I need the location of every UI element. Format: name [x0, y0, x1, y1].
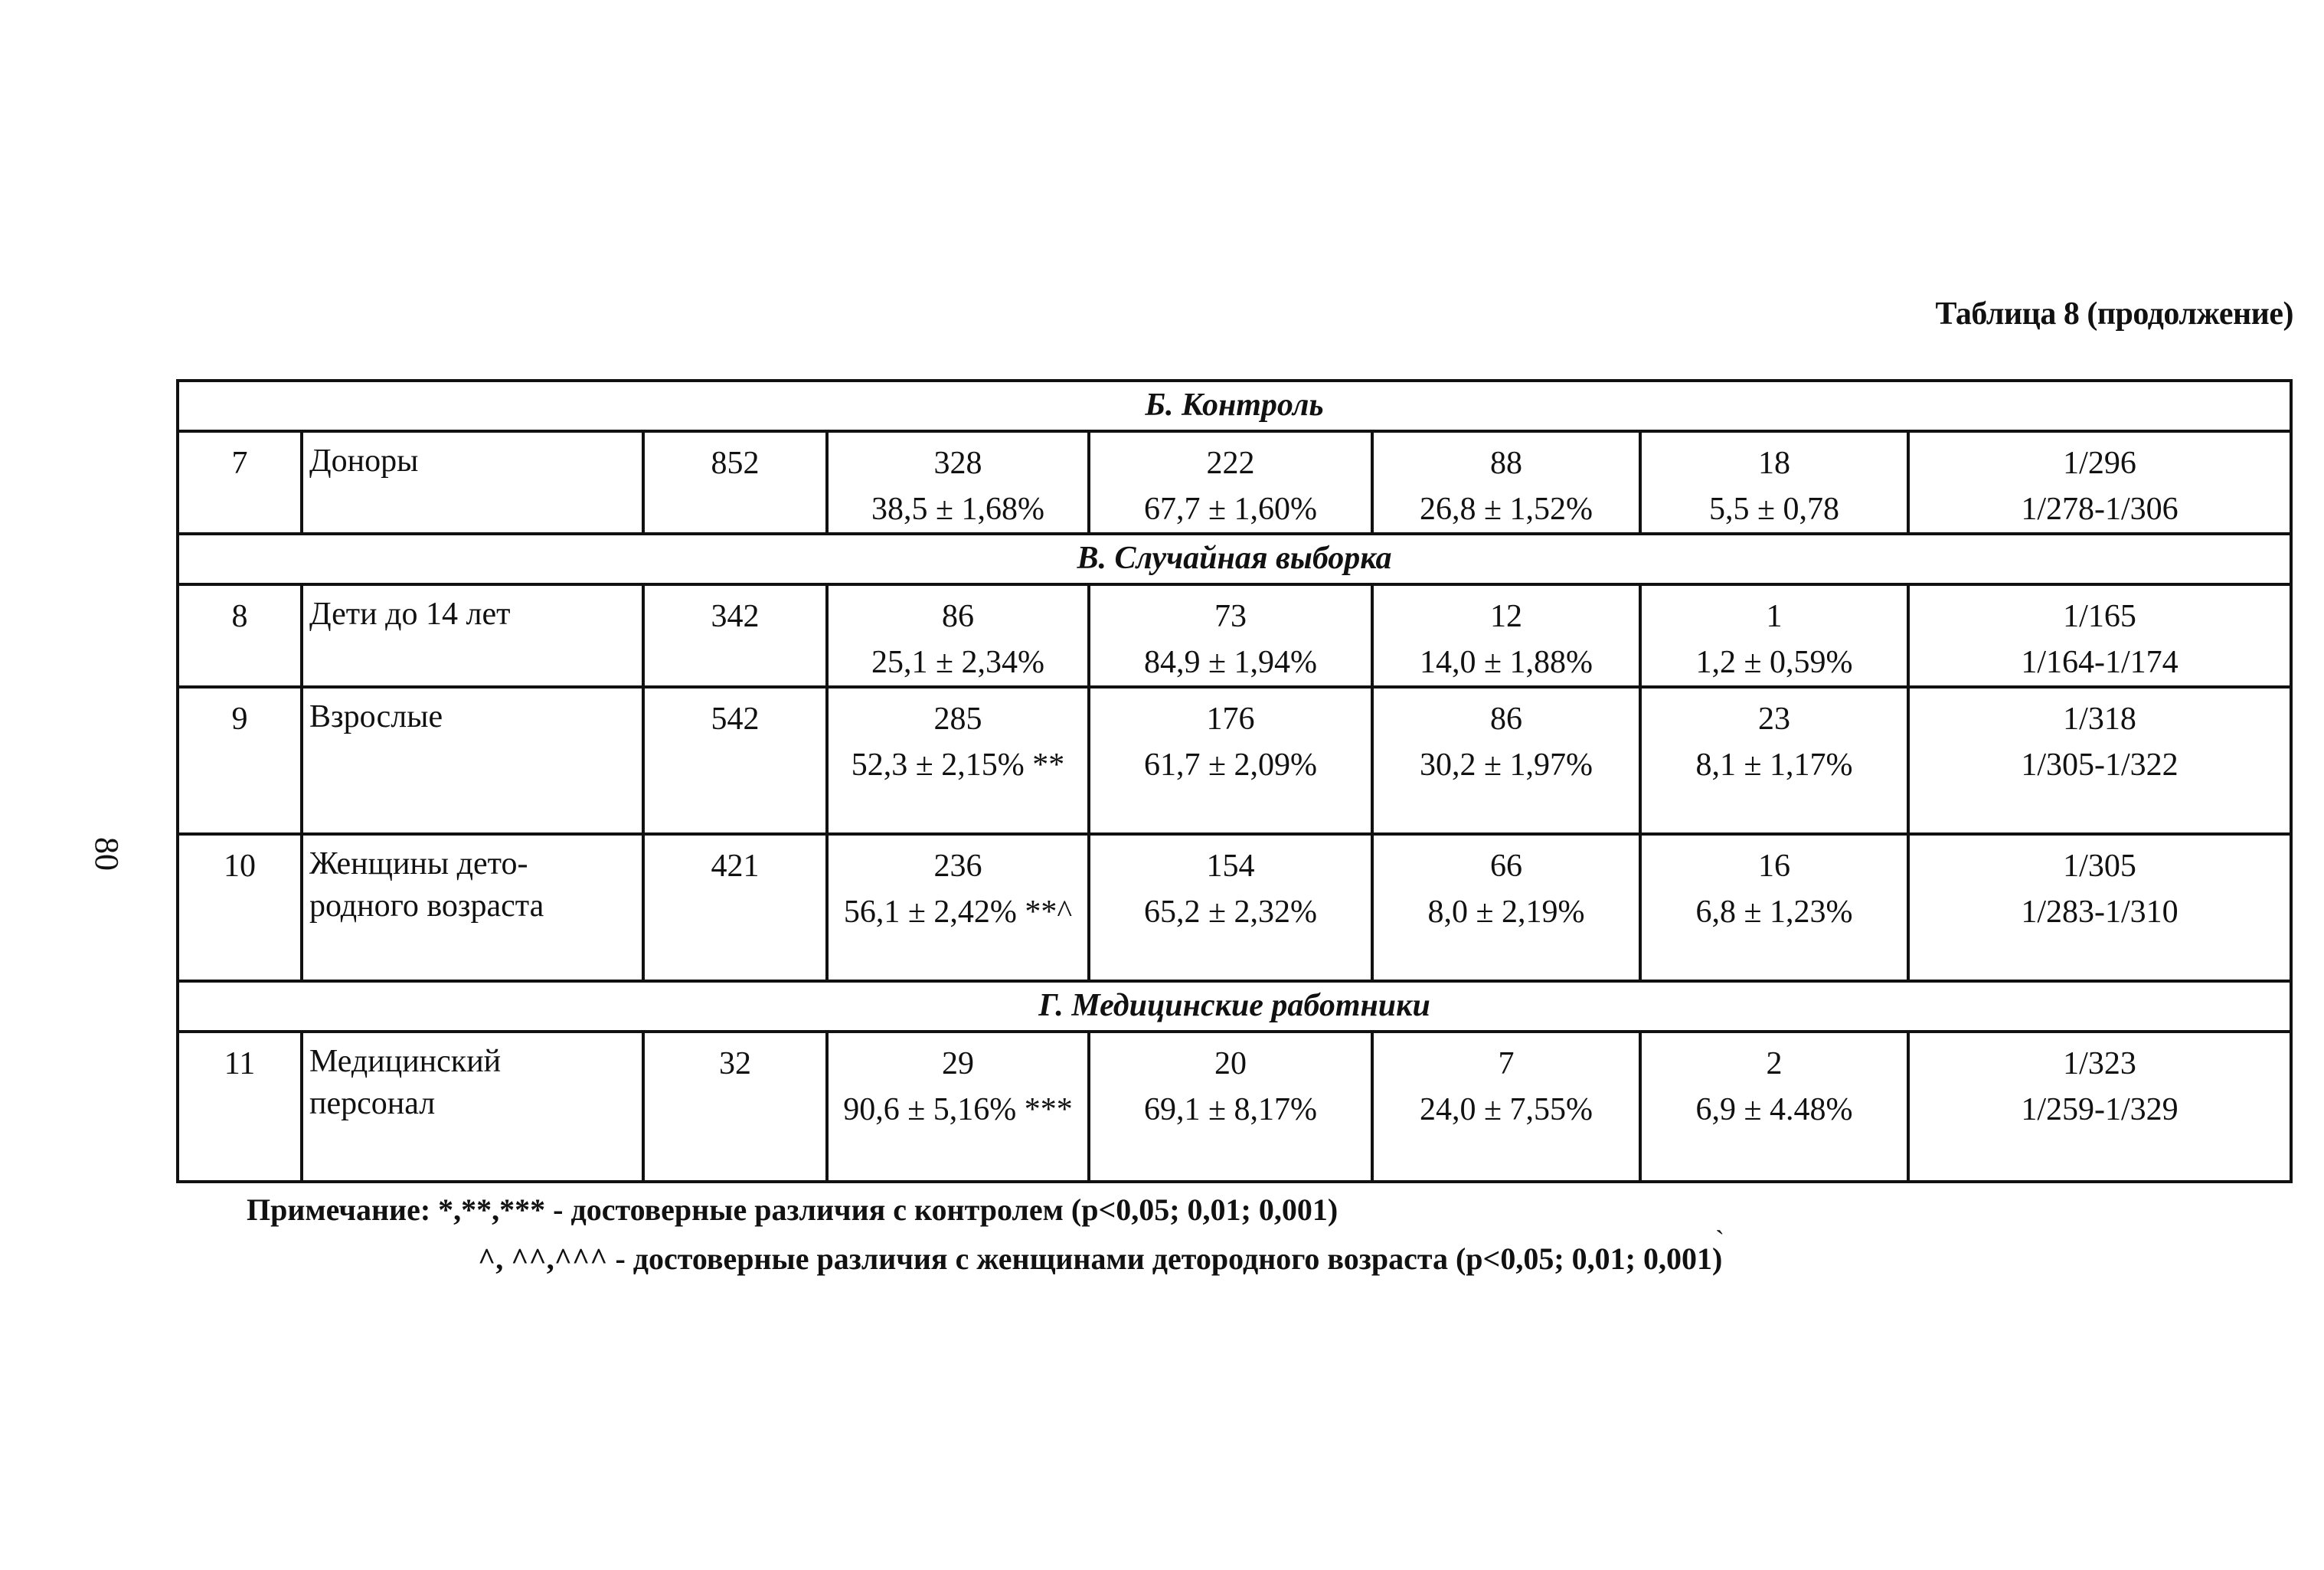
row-number: 11: [178, 1032, 302, 1182]
value-cell: 222 67,7 ± 1,60%: [1089, 431, 1372, 534]
row-group-name: Дети до 14 лет: [302, 584, 643, 687]
data-table: [176, 379, 2293, 1183]
row-number: 9: [178, 687, 302, 834]
row-group-name: Медицинский персонал: [302, 1032, 643, 1182]
section-header-medical-workers: [178, 981, 2291, 1032]
value-cell: 328 38,5 ± 1,68%: [827, 431, 1089, 534]
table-caption: Таблица 8 (продолжение): [1935, 296, 2293, 332]
value-cell: 23 8,1 ± 1,17%: [1640, 687, 1908, 834]
table-notes: [247, 1186, 1722, 1284]
note-women-significance: ^, ^^,^^^ - достоверные различия с женщинами детородного возраста (p<0,05; 0,01; 0,001): [478, 1241, 1723, 1276]
value-cell: 86 30,2 ± 1,97%: [1372, 687, 1640, 834]
section-title: В. Случайная выборка: [178, 534, 2291, 584]
sample-size: 421: [643, 834, 827, 981]
value-cell: 7 24,0 ± 7,55%: [1372, 1032, 1640, 1182]
section-header-control: [178, 381, 2291, 431]
value-cell: 285 52,3 ± 2,15% **: [827, 687, 1089, 834]
ratio-cell: 1/305 1/283-1/310: [1908, 834, 2291, 981]
section-title: Г. Медицинские работники: [178, 981, 2291, 1032]
sample-size: 542: [643, 687, 827, 834]
value-cell: 12 14,0 ± 1,88%: [1372, 584, 1640, 687]
section-title: Б. Контроль: [178, 381, 2291, 431]
page-number: 80: [88, 837, 126, 871]
value-cell: 16 6,8 ± 1,23%: [1640, 834, 1908, 981]
table-row: [178, 687, 2291, 834]
sample-size: 32: [643, 1032, 827, 1182]
section-header-random-sample: [178, 534, 2291, 584]
value-cell: 66 8,0 ± 2,19%: [1372, 834, 1640, 981]
row-group-name: Взрослые: [302, 687, 643, 834]
table-row: [178, 584, 2291, 687]
value-cell: 88 26,8 ± 1,52%: [1372, 431, 1640, 534]
ratio-cell: 1/165 1/164-1/174: [1908, 584, 2291, 687]
value-cell: 176 61,7 ± 2,09%: [1089, 687, 1372, 834]
row-group-name: Доноры: [302, 431, 643, 534]
value-cell: 236 56,1 ± 2,42% **^: [827, 834, 1089, 981]
value-cell: 18 5,5 ± 0,78: [1640, 431, 1908, 534]
sample-size: 342: [643, 584, 827, 687]
value-cell: 1 1,2 ± 0,59%: [1640, 584, 1908, 687]
ratio-cell: 1/296 1/278-1/306: [1908, 431, 2291, 534]
value-cell: 20 69,1 ± 8,17%: [1089, 1032, 1372, 1182]
row-number: 10: [178, 834, 302, 981]
ratio-cell: 1/323 1/259-1/329: [1908, 1032, 2291, 1182]
value-cell: 154 65,2 ± 2,32%: [1089, 834, 1372, 981]
table-row: [178, 834, 2291, 981]
row-group-name: Женщины дето- родного возраста: [302, 834, 643, 981]
table-row: [178, 1032, 2291, 1182]
row-number: 8: [178, 584, 302, 687]
table-row: [178, 431, 2291, 534]
value-cell: 86 25,1 ± 2,34%: [827, 584, 1089, 687]
value-cell: 73 84,9 ± 1,94%: [1089, 584, 1372, 687]
sample-size: 852: [643, 431, 827, 534]
ratio-cell: 1/318 1/305-1/322: [1908, 687, 2291, 834]
row-number: 7: [178, 431, 302, 534]
note-control-significance: Примечание: *,**,*** - достоверные различия с контролем (p<0,05; 0,01; 0,001): [247, 1192, 1339, 1227]
stray-mark: ˴: [1715, 1212, 1724, 1243]
value-cell: 2 6,9 ± 4.48%: [1640, 1032, 1908, 1182]
value-cell: 29 90,6 ± 5,16% ***: [827, 1032, 1089, 1182]
